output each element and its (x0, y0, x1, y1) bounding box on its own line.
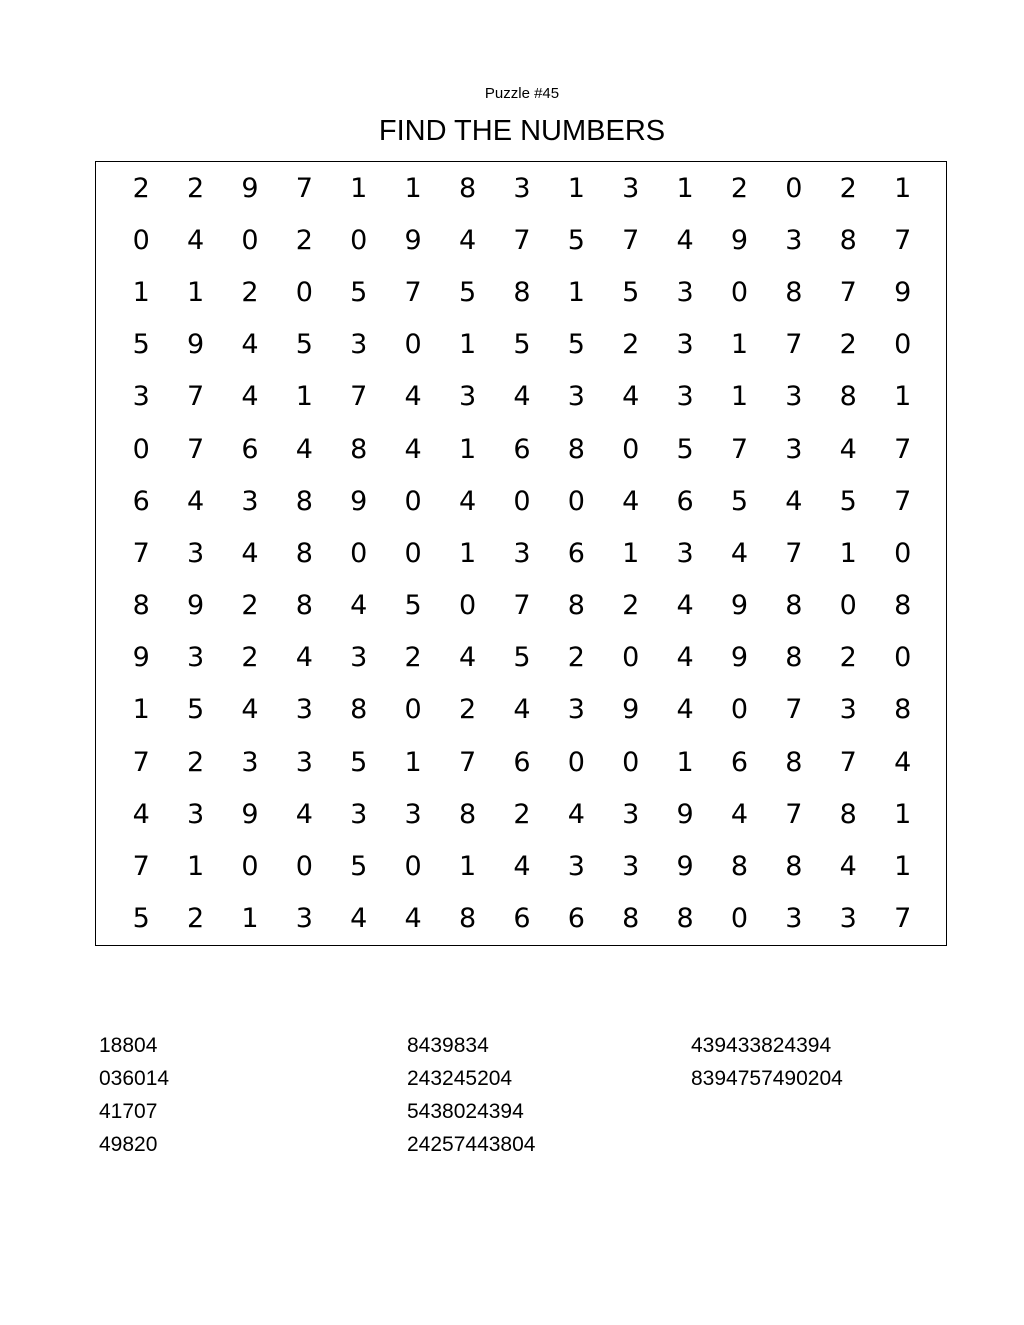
grid-cell[interactable]: 4 (458, 485, 477, 517)
grid-cell[interactable]: 8 (567, 590, 585, 622)
grid-cell[interactable]: 8 (785, 746, 803, 778)
grid-cell[interactable]: 5 (839, 485, 857, 517)
grid-cell[interactable]: 7 (839, 276, 857, 308)
grid-cell[interactable]: 6 (241, 433, 259, 465)
grid-cell[interactable]: 8 (839, 798, 857, 830)
word-list (0, 1029, 1024, 1169)
grid-cell[interactable]: 2 (241, 276, 259, 308)
grid-cell[interactable]: 1 (839, 537, 857, 569)
grid-cell[interactable]: 3 (513, 172, 531, 204)
grid-cell[interactable]: 9 (186, 329, 205, 361)
grid-cell[interactable]: 3 (567, 694, 585, 726)
grid-cell[interactable]: 2 (186, 746, 205, 778)
grid-cell[interactable]: 9 (350, 485, 368, 517)
grid-cell[interactable]: 1 (350, 172, 368, 204)
grid-cell[interactable]: 5 (350, 746, 368, 778)
grid-cell[interactable]: 8 (295, 537, 313, 569)
grid-cell[interactable]: 2 (186, 903, 205, 935)
grid-cell[interactable]: 1 (730, 381, 749, 413)
word-list-item: 49820 (99, 1133, 158, 1156)
grid-cell[interactable]: 3 (350, 798, 368, 830)
grid-cell[interactable]: 3 (404, 798, 422, 830)
word-list-item: 8439834 (407, 1034, 489, 1057)
grid-cell[interactable]: 3 (295, 694, 313, 726)
word-list-item: 41707 (99, 1100, 158, 1123)
grid-cell[interactable]: 3 (458, 381, 477, 413)
grid-cell[interactable]: 3 (785, 381, 803, 413)
grid-cell[interactable]: 3 (785, 433, 803, 465)
grid-cell[interactable]: 0 (730, 276, 749, 308)
grid-cell[interactable]: 1 (676, 746, 694, 778)
grid-cell[interactable]: 1 (458, 851, 477, 883)
grid-cell[interactable]: 3 (839, 694, 857, 726)
grid-cell[interactable]: 4 (186, 224, 205, 256)
grid-cell[interactable]: 0 (132, 224, 150, 256)
grid-cell[interactable]: 2 (458, 694, 477, 726)
grid-cell[interactable]: 4 (404, 381, 422, 413)
grid-cell[interactable]: 8 (894, 590, 912, 622)
grid-cell[interactable]: 9 (894, 276, 912, 308)
grid-cell[interactable]: 5 (295, 329, 313, 361)
grid-cell[interactable]: 3 (186, 798, 205, 830)
grid-cell[interactable]: 2 (132, 172, 150, 204)
grid-cell[interactable]: 7 (458, 746, 477, 778)
grid-cell[interactable]: 4 (676, 694, 694, 726)
grid-cell[interactable]: 0 (894, 329, 912, 361)
word-list-item: 036014 (99, 1067, 170, 1090)
grid-cell[interactable]: 3 (676, 329, 694, 361)
grid-cell[interactable]: 3 (567, 851, 585, 883)
grid-cell[interactable]: 0 (350, 537, 368, 569)
grid-cell[interactable]: 4 (458, 642, 477, 674)
grid-cell[interactable]: 7 (730, 433, 749, 465)
grid-cell[interactable]: 3 (785, 224, 803, 256)
grid-cell[interactable]: 4 (295, 642, 313, 674)
grid-cell[interactable]: 8 (350, 433, 368, 465)
word-list-item: 439433824394 (691, 1034, 832, 1057)
grid-cell[interactable]: 1 (186, 276, 205, 308)
grid-cell[interactable]: 3 (622, 798, 640, 830)
grid-cell[interactable]: 0 (785, 172, 803, 204)
grid-cell[interactable]: 3 (241, 485, 259, 517)
grid-cell[interactable]: 3 (295, 746, 313, 778)
grid-cell[interactable]: 4 (567, 798, 585, 830)
grid-cell[interactable]: 9 (241, 172, 259, 204)
grid-cell[interactable]: 1 (404, 172, 422, 204)
puzzle-number: Puzzle #45 (484, 85, 560, 102)
grid-cell[interactable]: 3 (622, 851, 640, 883)
grid-cell[interactable]: 3 (839, 903, 857, 935)
grid-cell[interactable]: 0 (241, 224, 259, 256)
grid-cell[interactable]: 8 (295, 590, 313, 622)
grid-cell[interactable]: 2 (839, 172, 857, 204)
grid-cell[interactable]: 6 (730, 746, 749, 778)
grid-cell[interactable]: 1 (894, 851, 912, 883)
grid-cell[interactable]: 4 (241, 329, 259, 361)
grid-cell[interactable]: 7 (513, 590, 531, 622)
grid-cell[interactable]: 4 (839, 433, 857, 465)
grid-cell[interactable]: 4 (350, 590, 368, 622)
grid-cell[interactable]: 2 (241, 642, 259, 674)
grid-cell[interactable]: 3 (186, 642, 205, 674)
grid-cell[interactable]: 3 (186, 537, 205, 569)
word-list-item: 18804 (99, 1034, 158, 1057)
grid-cell[interactable]: 1 (132, 694, 150, 726)
grid-cell[interactable]: 4 (458, 224, 477, 256)
grid-cell[interactable]: 2 (567, 642, 585, 674)
grid-cell[interactable]: 5 (622, 276, 640, 308)
grid-cell[interactable]: 7 (350, 381, 368, 413)
grid-cell[interactable]: 1 (894, 172, 912, 204)
grid-cell[interactable]: 0 (894, 642, 912, 674)
grid-cell[interactable]: 4 (676, 642, 694, 674)
grid-cell[interactable]: 7 (132, 851, 150, 883)
grid-cell[interactable]: 0 (241, 851, 259, 883)
grid-cell[interactable]: 7 (785, 537, 803, 569)
puzzle-grid-frame (95, 161, 947, 946)
grid-cell[interactable]: 5 (567, 224, 585, 256)
grid-cell[interactable]: 8 (839, 381, 857, 413)
grid-cell[interactable]: 4 (730, 537, 749, 569)
grid-cell[interactable]: 7 (295, 172, 313, 204)
grid-cell[interactable]: 8 (676, 903, 694, 935)
grid-cell[interactable]: 0 (404, 485, 422, 517)
grid-cell[interactable]: 0 (894, 537, 912, 569)
grid-cell[interactable]: 1 (567, 172, 585, 204)
grid-cell[interactable]: 0 (622, 433, 640, 465)
grid-cell[interactable]: 8 (458, 172, 477, 204)
grid-cell[interactable]: 9 (241, 798, 259, 830)
grid-cell[interactable]: 7 (622, 224, 640, 256)
grid-cell[interactable]: 4 (241, 537, 259, 569)
grid-cell[interactable]: 5 (567, 329, 585, 361)
grid-cell[interactable]: 1 (458, 329, 477, 361)
grid-cell[interactable]: 3 (295, 903, 313, 935)
grid-cell[interactable]: 0 (730, 694, 749, 726)
grid-cell[interactable]: 3 (513, 537, 531, 569)
word-list-item: 24257443804 (407, 1133, 536, 1156)
grid-cell[interactable]: 6 (567, 903, 585, 935)
grid-cell[interactable]: 1 (730, 329, 749, 361)
word-list-item: 243245204 (407, 1067, 513, 1090)
grid-cell[interactable]: 0 (513, 485, 531, 517)
grid-cell[interactable]: 2 (404, 642, 422, 674)
grid-cell[interactable]: 6 (513, 746, 531, 778)
grid-cell[interactable]: 4 (295, 433, 313, 465)
grid-cell[interactable]: 2 (622, 329, 640, 361)
word-list-column-2 (407, 1029, 535, 1161)
grid-cell[interactable]: 1 (186, 851, 205, 883)
grid-cell[interactable]: 3 (567, 381, 585, 413)
grid-cell[interactable]: 4 (622, 381, 640, 413)
word-list-column-3 (691, 1029, 843, 1095)
grid-cell[interactable]: 4 (350, 903, 368, 935)
grid-cell[interactable]: 9 (730, 224, 749, 256)
grid-cell[interactable]: 7 (132, 746, 150, 778)
grid-cell[interactable]: 7 (404, 276, 422, 308)
grid-cell[interactable]: 8 (458, 798, 477, 830)
grid-cell[interactable]: 9 (404, 224, 422, 256)
grid-cell[interactable]: 7 (785, 329, 803, 361)
grid-cell[interactable]: 0 (404, 694, 422, 726)
word-list-item: 8394757490204 (691, 1067, 843, 1090)
grid-cell[interactable]: 8 (295, 485, 313, 517)
grid-cell[interactable]: 2 (839, 642, 857, 674)
grid-cell[interactable]: 4 (513, 851, 531, 883)
grid-cell[interactable]: 4 (295, 798, 313, 830)
grid-cell[interactable]: 9 (132, 642, 150, 674)
grid-cell[interactable]: 0 (567, 746, 585, 778)
grid-cell[interactable]: 1 (404, 746, 422, 778)
grid-cell[interactable]: 7 (785, 694, 803, 726)
grid-cell[interactable]: 0 (567, 485, 585, 517)
grid-cell[interactable]: 5 (513, 642, 531, 674)
grid-cell[interactable]: 3 (350, 642, 368, 674)
grid-cell[interactable]: 7 (785, 798, 803, 830)
grid-cell[interactable]: 3 (785, 903, 803, 935)
grid-cell[interactable]: 9 (730, 642, 749, 674)
grid-cell[interactable]: 8 (458, 903, 477, 935)
grid-cell[interactable]: 7 (513, 224, 531, 256)
grid-cell[interactable]: 7 (894, 903, 912, 935)
grid-cell[interactable]: 4 (132, 798, 150, 830)
grid-cell[interactable]: 2 (839, 329, 857, 361)
grid-cell[interactable]: 9 (622, 694, 640, 726)
grid-cell[interactable]: 8 (567, 433, 585, 465)
grid-cell[interactable]: 2 (622, 590, 640, 622)
grid-cell[interactable]: 1 (132, 276, 150, 308)
grid-cell[interactable]: 4 (622, 485, 640, 517)
grid-cell[interactable]: 5 (350, 851, 368, 883)
grid-cell[interactable]: 7 (894, 433, 912, 465)
grid-cell[interactable]: 6 (513, 433, 531, 465)
grid-cell[interactable]: 5 (186, 694, 205, 726)
grid-cell[interactable]: 8 (785, 590, 803, 622)
grid-cell[interactable]: 7 (894, 485, 912, 517)
grid-cell[interactable]: 4 (513, 694, 531, 726)
grid-cell[interactable]: 4 (186, 485, 205, 517)
grid-cell[interactable]: 5 (730, 485, 749, 517)
grid-cell[interactable]: 1 (241, 903, 259, 935)
grid-cell[interactable]: 6 (567, 537, 585, 569)
grid-cell[interactable]: 8 (785, 851, 803, 883)
grid-cell[interactable]: 3 (132, 381, 150, 413)
puzzle-grid[interactable] (114, 162, 930, 945)
grid-cell[interactable]: 4 (676, 590, 694, 622)
grid-cell[interactable]: 6 (132, 485, 150, 517)
grid-cell[interactable]: 2 (241, 590, 259, 622)
grid-cell[interactable]: 6 (513, 903, 531, 935)
grid-cell[interactable]: 4 (404, 433, 422, 465)
grid-cell[interactable]: 1 (894, 798, 912, 830)
grid-cell[interactable]: 2 (186, 172, 205, 204)
grid-cell[interactable]: 5 (513, 329, 531, 361)
grid-cell[interactable]: 8 (894, 694, 912, 726)
word-list-item: 5438024394 (407, 1100, 524, 1123)
word-list-column-1 (99, 1029, 169, 1161)
grid-cell[interactable]: 4 (241, 381, 259, 413)
grid-cell[interactable]: 3 (676, 381, 694, 413)
grid-cell[interactable]: 1 (458, 537, 477, 569)
grid-cell[interactable]: 0 (839, 590, 857, 622)
grid-cell[interactable]: 4 (894, 746, 912, 778)
grid-cell[interactable]: 8 (730, 851, 749, 883)
grid-cell[interactable]: 7 (186, 381, 205, 413)
grid-cell[interactable]: 8 (785, 276, 803, 308)
grid-cell[interactable]: 5 (458, 276, 477, 308)
grid-cell[interactable]: 1 (567, 276, 585, 308)
grid-cell[interactable]: 0 (350, 224, 368, 256)
grid-cell[interactable]: 2 (295, 224, 313, 256)
grid-cell[interactable]: 1 (295, 381, 313, 413)
grid-cell[interactable]: 9 (676, 798, 694, 830)
grid-cell[interactable]: 9 (676, 851, 694, 883)
grid-cell[interactable]: 7 (132, 537, 150, 569)
grid-cell[interactable]: 8 (513, 276, 531, 308)
grid-cell[interactable]: 3 (676, 276, 694, 308)
grid-cell[interactable]: 4 (513, 381, 531, 413)
grid-cell[interactable]: 4 (839, 851, 857, 883)
grid-cell[interactable]: 1 (894, 381, 912, 413)
grid-cell[interactable]: 0 (132, 433, 150, 465)
grid-cell[interactable]: 4 (785, 485, 803, 517)
grid-cell[interactable]: 5 (404, 590, 422, 622)
grid-cell[interactable]: 5 (132, 329, 150, 361)
grid-cell[interactable]: 7 (839, 746, 857, 778)
grid-cell[interactable]: 4 (404, 903, 422, 935)
grid-cell[interactable]: 0 (295, 851, 313, 883)
grid-cell[interactable]: 1 (458, 433, 477, 465)
grid-cell[interactable]: 0 (404, 537, 422, 569)
grid-cell[interactable]: 2 (513, 798, 531, 830)
grid-cell[interactable]: 2 (730, 172, 749, 204)
grid-cell[interactable]: 3 (622, 172, 640, 204)
grid-cell[interactable]: 1 (676, 172, 694, 204)
grid-cell[interactable]: 0 (622, 746, 640, 778)
grid-cell[interactable]: 7 (186, 433, 205, 465)
grid-cell[interactable]: 8 (839, 224, 857, 256)
grid-cell[interactable]: 9 (730, 590, 749, 622)
grid-cell[interactable]: 8 (132, 590, 150, 622)
grid-cell[interactable]: 5 (676, 433, 694, 465)
grid-cell[interactable]: 6 (676, 485, 694, 517)
grid-cell[interactable]: 0 (730, 903, 749, 935)
grid-cell[interactable]: 5 (350, 276, 368, 308)
grid-cell[interactable]: 0 (404, 851, 422, 883)
grid-cell[interactable]: 5 (132, 903, 150, 935)
grid-cell[interactable]: 8 (785, 642, 803, 674)
grid-cell[interactable]: 3 (241, 746, 259, 778)
grid-cell[interactable]: 8 (350, 694, 368, 726)
grid-cell[interactable]: 4 (730, 798, 749, 830)
page-title: FIND THE NUMBERS (378, 115, 666, 147)
grid-cell[interactable]: 0 (404, 329, 422, 361)
grid-cell[interactable]: 4 (676, 224, 694, 256)
grid-cell[interactable]: 7 (894, 224, 912, 256)
grid-cell[interactable]: 4 (241, 694, 259, 726)
grid-cell[interactable]: 1 (622, 537, 640, 569)
grid-cell[interactable]: 0 (295, 276, 313, 308)
grid-cell[interactable]: 3 (676, 537, 694, 569)
grid-cell[interactable]: 3 (350, 329, 368, 361)
grid-cell[interactable]: 9 (186, 590, 205, 622)
grid-cell[interactable]: 0 (458, 590, 477, 622)
grid-cell[interactable]: 0 (622, 642, 640, 674)
grid-cell[interactable]: 8 (622, 903, 640, 935)
